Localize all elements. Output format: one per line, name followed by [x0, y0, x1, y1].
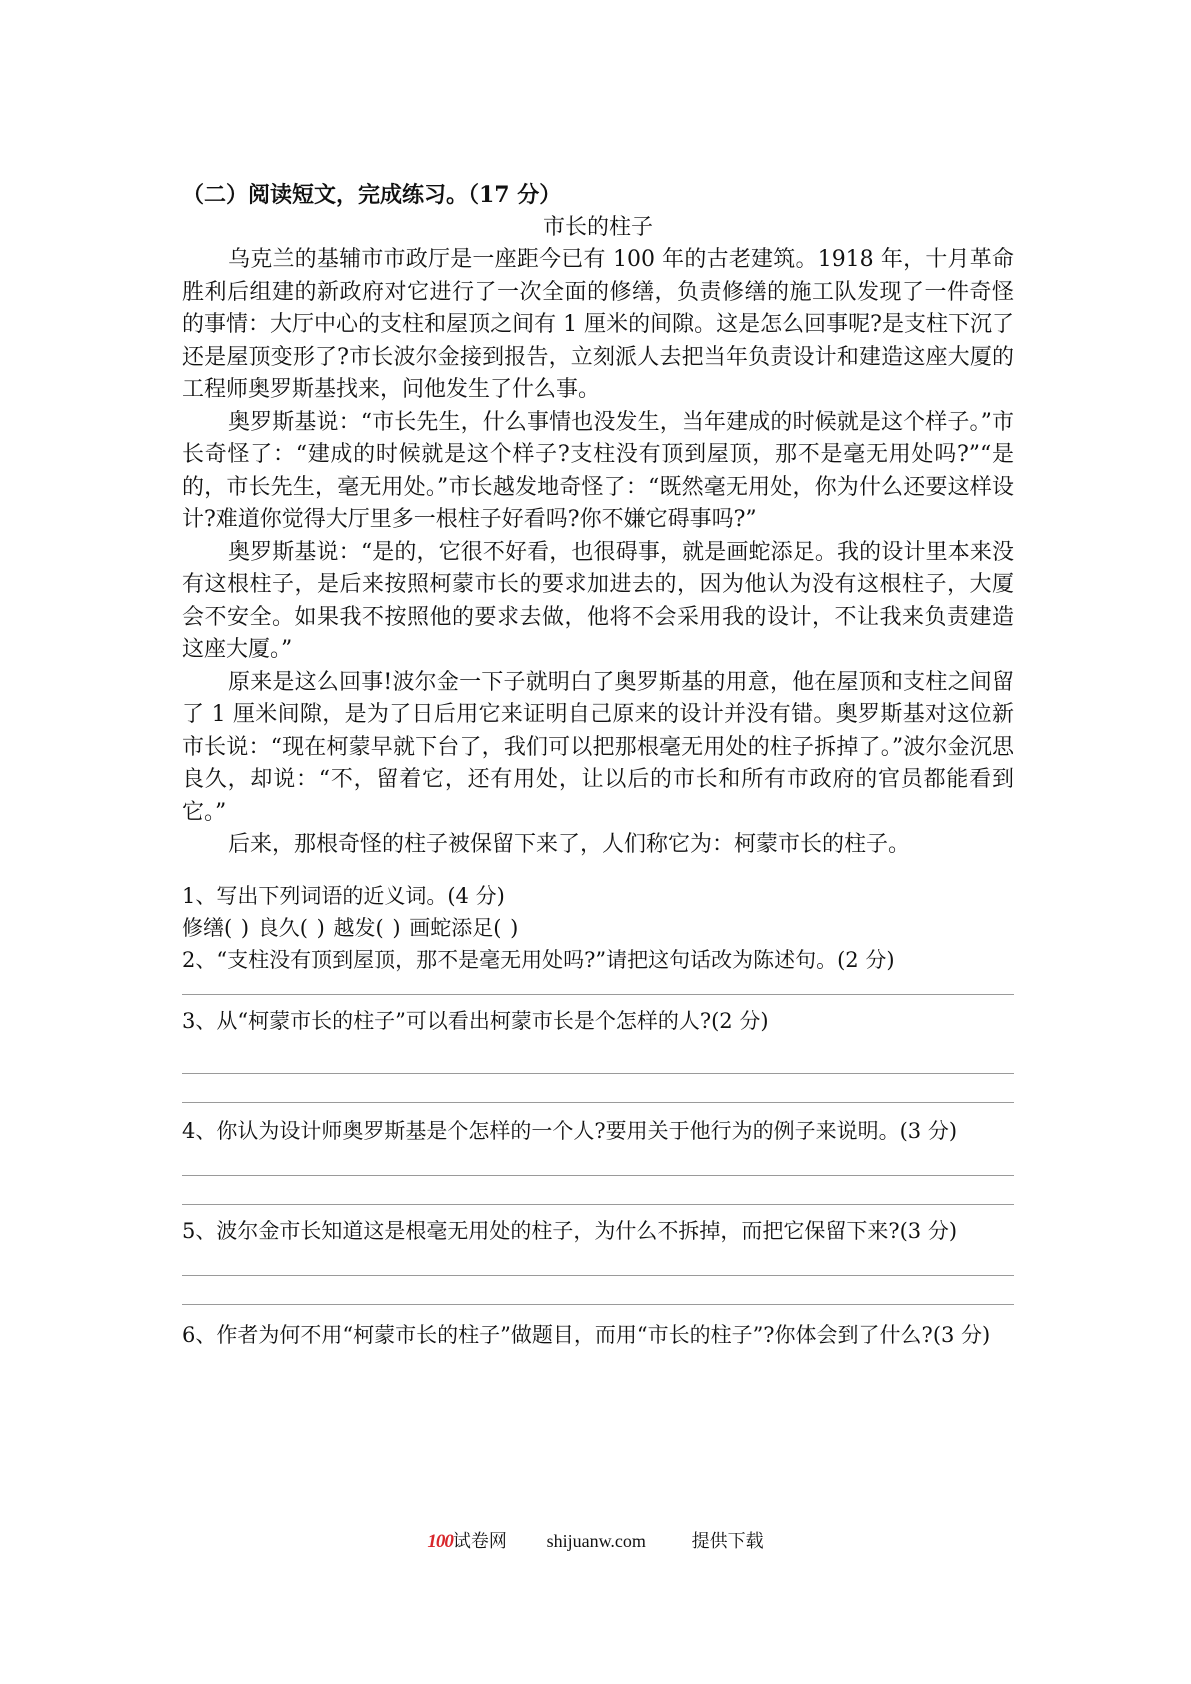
spacer	[182, 976, 1014, 994]
site-logo: 100	[427, 1531, 453, 1552]
spacer	[182, 862, 1014, 880]
article-paragraph-2: 奥罗斯基说：“市长先生，什么事情也没发生，当年建成的时候就是这个样子。”市长奇怪了：“建成的时候就是这个样子?支柱没有顶到屋顶，那不是毫无用处吗?”“是的，市长先生，毫无用处。”市长越发地奇怪了：“既然毫无用处，你为什么还要这样设计?难道你觉得大厅里多一根柱子好看吗?你不嫌它碍事吗?”	[182, 409, 1014, 532]
question-5: 5、波尔金市长知道这是根毫无用处的柱子，为什么不拆掉，而把它保留下来?(3 分)	[182, 1218, 958, 1243]
article-paragraph-4: 原来是这么回事!波尔金一下子就明白了奥罗斯基的用意，他在屋顶和支柱之间留了 1 厘米间隙，是为了日后用它来证明自己原来的设计并没有错。奥罗斯基对这位新市长说：“现在柯蒙早就下台了，我们可以把那根毫无用处的柱子拆掉了。”波尔金沉思良久，却说：“不，留着它，还有用处，让以后的市长和所有市政府的官员都能看到它。”	[182, 669, 1014, 825]
spacer	[182, 1074, 1014, 1102]
spacer	[182, 1205, 1014, 1215]
question-4: 4、你认为设计师奥罗斯基是个怎样的一个人?要用关于他行为的例子来说明。(3 分)	[182, 1118, 958, 1143]
article-paragraph-3: 奥罗斯基说：“是的，它很不好看，也很碍事，就是画蛇添足。我的设计里本来没有这根柱子，是后来按照柯蒙市长的要求加进去的，因为他认为没有这根柱子，大厦会不安全。如果我不按照他的要求去做，他将不会采用我的设计，不让我来负责建造这座大厦。”	[182, 539, 1014, 662]
question-1-synonyms: 修缮( ) 良久( ) 越发( ) 画蛇添足( )	[182, 915, 519, 940]
site-logo-text: 试卷网	[452, 1531, 507, 1552]
spacer	[182, 1037, 1014, 1073]
footer	[0, 1528, 1191, 1555]
spacer	[182, 995, 1014, 1005]
section-heading: （二）阅读短文，完成练习。（17 分）	[182, 182, 562, 208]
article-paragraph-5: 后来，那根奇怪的柱子被保留下来了，人们称它为：柯蒙市长的柱子。	[228, 832, 911, 857]
download-note: 提供下载	[691, 1531, 764, 1552]
article-title: 市长的柱子	[542, 215, 653, 240]
question-2: 2、“支柱没有顶到屋顶，那不是毫无用处吗?”请把这句话改为陈述句。(2 分)	[182, 947, 895, 972]
spacer	[182, 1176, 1014, 1204]
spacer	[182, 1247, 1014, 1275]
question-3: 3、从“柯蒙市长的柱子”可以看出柯蒙市长是个怎样的人?(2 分)	[182, 1008, 769, 1033]
question-6: 6、作者为何不用“柯蒙市长的柱子”做题目，而用“市长的柱子”?你体会到了什么?(3 分)	[182, 1322, 991, 1347]
site-url[interactable]: shijuanw.com	[546, 1531, 646, 1551]
spacer	[182, 1103, 1014, 1115]
spacer	[182, 1305, 1014, 1319]
content-area	[182, 178, 1014, 1351]
spacer	[182, 1147, 1014, 1175]
article-paragraph-1: 乌克兰的基辅市市政厅是一座距今已有 100 年的古老建筑。1918 年，十月革命胜利后组建的新政府对它进行了一次全面的修缮，负责修缮的施工队发现了一件奇怪的事情：大厅中心的支柱和屋顶之间有 1 厘米的间隙。这是怎么回事呢?是支柱下沉了还是屋顶变形了?市长波尔金接到报告，立刻派人去把当年负责设计和建造这座大厦的工程师奥罗斯基找来，问他发生了什么事。	[182, 247, 1014, 402]
spacer	[182, 1276, 1014, 1304]
question-1: 1、写出下列词语的近义词。(4 分)	[182, 883, 505, 908]
